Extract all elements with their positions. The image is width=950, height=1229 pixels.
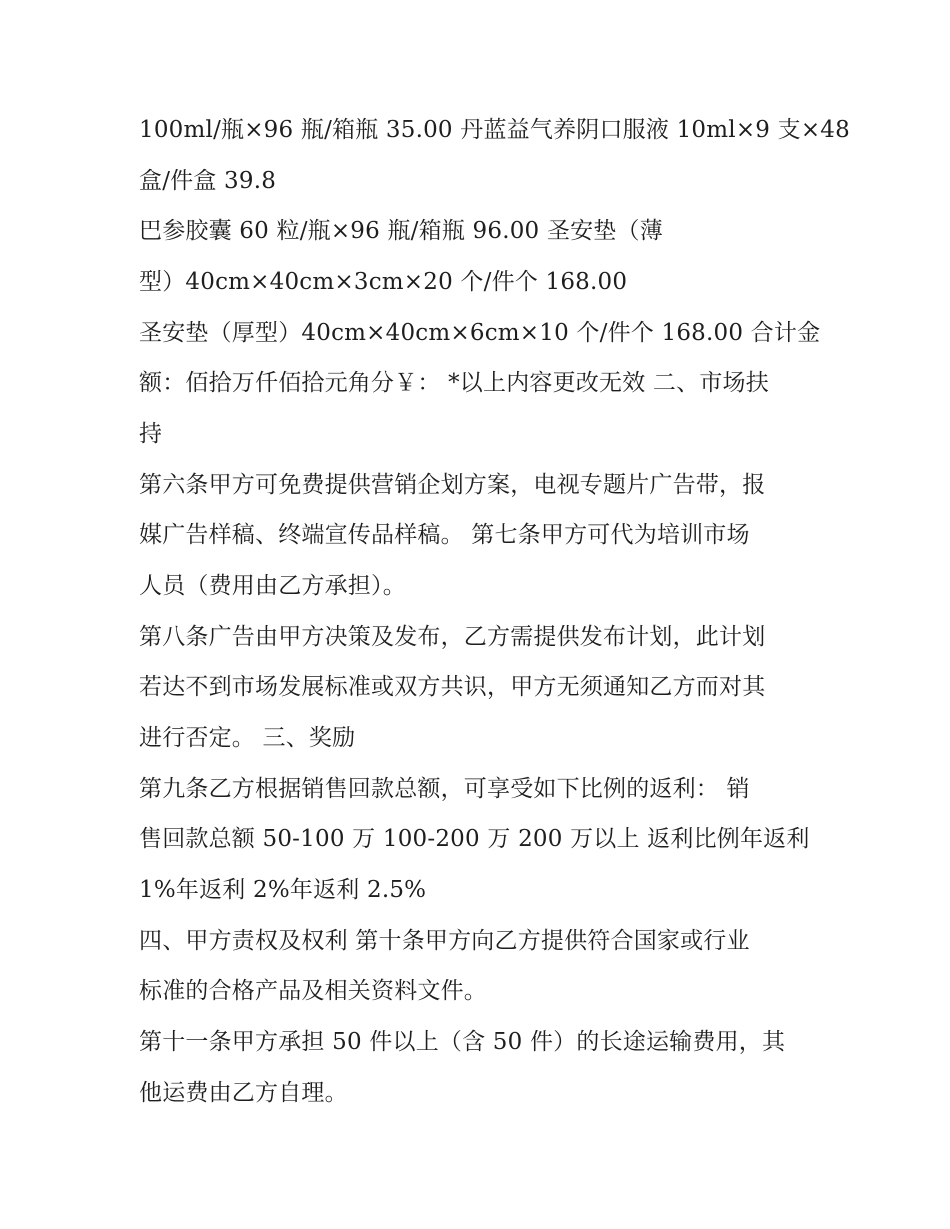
text-line: 第八条广告由甲方决策及发布，乙方需提供发布计划，此计划 <box>139 624 766 650</box>
text-line: 他运费由乙方自理。 <box>139 1080 348 1106</box>
text-line: 1%年返利 2%年返利 2.5% <box>139 877 427 903</box>
text-line: 持 <box>139 421 163 447</box>
text-line: 第九条乙方根据销售回款总额，可享受如下比例的返利： 销 <box>139 776 750 802</box>
text-line: 型）40cm×40cm×3cm×20 个/件个 168.00 <box>139 269 628 295</box>
text-line: 额：佰拾万仟佰拾元角分￥： *以上内容更改无效 二、市场扶 <box>139 370 769 396</box>
text-line: 标准的合格产品及相关资料文件。 <box>139 978 487 1004</box>
text-line: 若达不到市场发展标准或双方共识，甲方无须通知乙方而对其 <box>139 674 766 700</box>
text-line: 媒广告样稿、终端宣传品样稿。 第七条甲方可代为培训市场 <box>139 522 750 548</box>
text-line: 进行否定。 三、奖励 <box>139 725 356 751</box>
text-line: 巴参胶囊 60 粒/瓶×96 瓶/箱瓶 96.00 圣安垫（薄 <box>139 218 663 244</box>
text-line: 人员（费用由乙方承担）。 <box>139 573 406 599</box>
text-line: 四、甲方责权及权利 第十条甲方向乙方提供符合国家或行业 <box>139 928 750 954</box>
text-line: 售回款总额 50-100 万 100-200 万 200 万以上 返利比例年返利 <box>139 826 810 852</box>
text-line: 第六条甲方可免费提供营销企划方案，电视专题片广告带，报 <box>139 472 766 498</box>
text-line: 第十一条甲方承担 50 件以上（含 50 件）的长途运输费用，其 <box>139 1029 786 1055</box>
text-line: 盒/件盒 39.8 <box>139 168 277 194</box>
text-line: 100ml/瓶×96 瓶/箱瓶 35.00 丹蓝益气养阴口服液 10ml×9 支×48 <box>139 117 850 143</box>
text-line: 圣安垫（厚型）40cm×40cm×6cm×10 个/件个 168.00 合计金 <box>139 320 821 346</box>
